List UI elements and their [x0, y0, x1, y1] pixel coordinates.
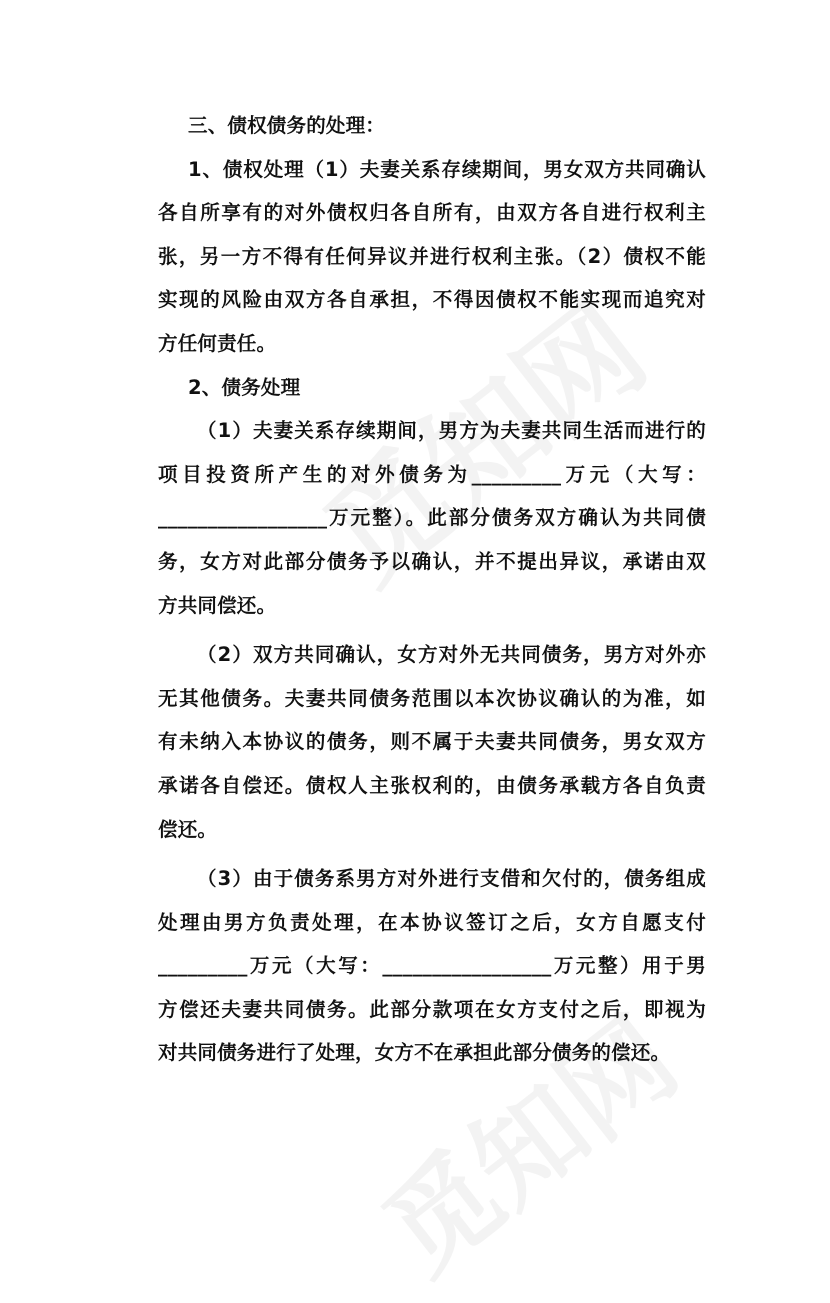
- paragraph-line: 方任何责任。: [158, 331, 277, 355]
- section-heading: 三、债权债务的处理：: [188, 114, 386, 137]
- paragraph-line: 各自所享有的对外债权归各自所有，由双方各自进行权利主: [158, 201, 706, 225]
- subsection-heading: 2、债务处理: [188, 375, 301, 399]
- paragraph-line: （3）由于债务系男方对外进行支借和欠付的，债务组成: [197, 867, 706, 891]
- paragraph-line: 承诺各自偿还。债权人主张权利的，由债务承载方各自负责: [158, 773, 706, 797]
- paragraph-line: 张，另一方不得有任何异议并进行权利主张。（2）债权不能: [158, 244, 706, 268]
- paragraph-line: （2）双方共同确认，女方对外无共同债务，男方对外亦: [197, 643, 706, 667]
- paragraph-line: 有未纳入本协议的债务，则不属于夫妻共同债务，男女双方: [158, 730, 706, 754]
- paragraph-line: _________万元（大写：_________________万元整）用于男: [158, 954, 706, 978]
- paragraph-line: _________________万元整）。此部分债务双方确认为共同债: [158, 506, 706, 530]
- paragraph-line: 1、债权处理（1）夫妻关系存续期间，男女双方共同确认: [188, 157, 706, 181]
- paragraph-line: 处理由男方负责处理，在本协议签订之后，女方自愿支付: [158, 910, 706, 934]
- paragraph-line: 项目投资所产生的对外债务为_________万元（大写：: [158, 462, 706, 486]
- paragraph-line: （1）夫妻关系存续期间，男方为夫妻共同生活而进行的: [197, 419, 706, 443]
- paragraph-line: 实现的风险由双方各自承担，不得因债权不能实现而追究对: [158, 288, 706, 312]
- paragraph-line: 无其他债务。夫妻共同债务范围以本次协议确认的为准，如: [158, 686, 706, 710]
- paragraph-line: 方偿还夫妻共同债务。此部分款项在女方支付之后，即视为: [158, 997, 706, 1021]
- paragraph-line: 方共同偿还。: [158, 593, 277, 617]
- paragraph-line: 务，女方对此部分债务予以确认，并不提出异议，承诺由双: [158, 549, 706, 573]
- document-body: [158, 104, 706, 1075]
- paragraph-line: 对共同债务进行了处理，女方不在承担此部分债务的偿还。: [158, 1041, 671, 1065]
- paragraph-line: 偿还。: [158, 817, 218, 841]
